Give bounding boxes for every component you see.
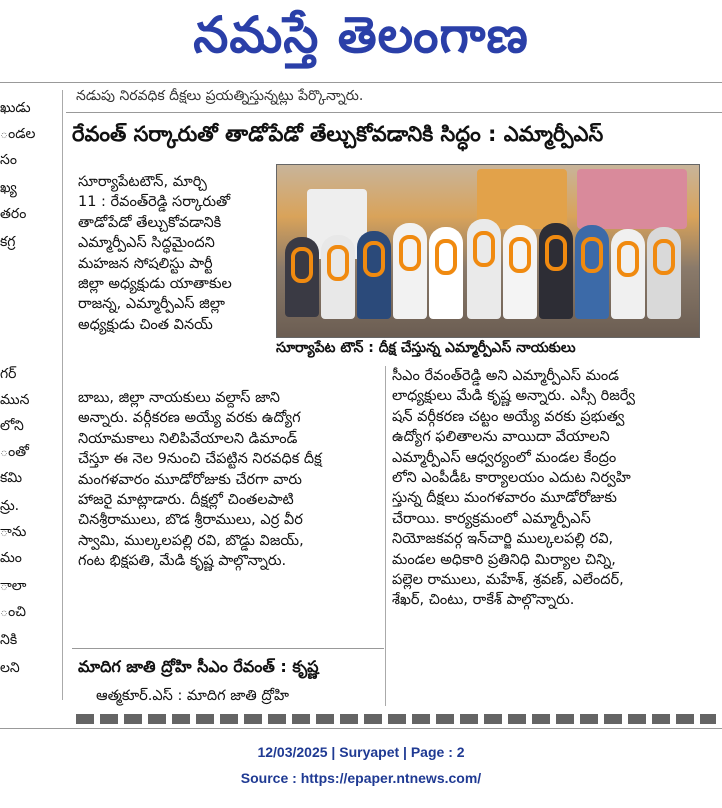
article-column-2 (392, 366, 710, 611)
edition-dateline: 12/03/2025 | Suryapet | Page : 2 (257, 744, 465, 760)
masthead (0, 0, 722, 80)
column-fragment-text: లని (0, 660, 20, 676)
text-line: నియోజకవర్గ ఇన్‌చార్జి ముల్కలపల్లి రవి, (392, 531, 614, 548)
text-line: మండల అధికారి ప్రతినిధి మిర్యాల చిన్ని, (392, 551, 616, 568)
text-line: చేరాయి. కార్యక్రమంలో ఎమ్మార్పీఎస్ (392, 510, 591, 527)
text-line: పల్లెల రాములు, మహేశ్, శ్రవణ్, ఎలేందర్, (392, 572, 624, 589)
text-line: తాడోపేడో తేల్చుకోవడానికి (78, 214, 222, 231)
sub-article-text: ఆత్మకూర్.ఎస్ : మాదిగ జాతి ద్రోహి (96, 688, 289, 704)
text-line: ఉద్యోగ ఫలితాలను వాయిదా వేయాలని (392, 429, 610, 446)
next-article-cut-line (76, 714, 716, 724)
article-top-divider (66, 112, 722, 113)
text-line: స్వామి, ముల్కలపల్లి రవి, బొడ్డు విజయ్, (78, 532, 304, 549)
previous-article-cut-line: నడుపు నిరవధిక దీక్షలు ప్రయత్నిస్తున్నట్లు పేర్కొన్నారు. (76, 88, 364, 104)
column-fragment-text: ాలా (0, 578, 27, 594)
text-line: రాజన్న, ఎమ్మార్పీఎస్ జిల్లా (78, 296, 225, 313)
text-line: బాబు, జిల్లా నాయకులు వల్దాస్ జాని (78, 390, 280, 406)
text-line: ఎమ్మార్పీఎస్ సిద్ధమైందని (78, 235, 215, 252)
column-fragment-text: నికి (0, 632, 18, 648)
column-fragment-text: కమి (0, 470, 23, 486)
newspaper-logo: నమస్తే తెలంగాణ (193, 6, 529, 64)
text-line: అధ్యక్షుడు చింత వినయ్ (78, 316, 213, 333)
column-fragment-text: మున (0, 392, 30, 408)
article-column-1-bottom (78, 388, 378, 572)
adjacent-column-fragment (0, 90, 63, 700)
text-line: మహజన సోషలిస్టు పార్టీ (78, 255, 213, 272)
column-fragment-text: ఖ్య (0, 180, 17, 196)
text-line: చేస్తూ ఈ నెల 9నుంచి చేపట్టిన నిరవధిక దీక్ష (78, 451, 322, 468)
text-line: సీఎం రేవంత్‌రెడ్డి అని ఎమ్మార్పీఎస్ మండ (392, 368, 620, 384)
text-line: నియామకాలు నిలిపివేయాలని డిమాండ్ (78, 430, 298, 447)
column-fragment-text: ండల (0, 126, 36, 142)
masthead-divider (0, 82, 722, 83)
article-column-1-top (78, 172, 270, 335)
text-line: చినశ్రీరాములు, బొడ శ్రీరాములు, ఎర్ర వీర (78, 512, 303, 529)
text-line: మంగళవారం మూడోరోజుకు చేరగా వారు (78, 471, 302, 488)
column-fragment-text: ంతో (0, 444, 29, 460)
text-line: శేఖర్, చింటు, రాకేశ్ పాల్గొన్నారు. (392, 592, 575, 609)
text-line: హాజరై మాట్లాడారు. దీక్షల్లో చింతలపాటి (78, 492, 294, 509)
text-line: సూర్యాపేటటౌన్, మార్చి (78, 174, 207, 190)
text-line: స్తున్న దీక్షలు మంగళవారం మూడోరోజుకు (392, 490, 617, 507)
column-fragment-text: ంచి (0, 604, 26, 620)
column-fragment-text: ఖుడు (0, 100, 31, 116)
sub-article-headline: మాదిగ జాతి ద్రోహి సీఎం రేవంత్ : కృష్ణ (78, 657, 319, 676)
photo-caption: సూర్యాపేట టౌన్ : దీక్ష చేస్తున్న ఎమ్మార్పీఎస్ నాయకులు (276, 340, 576, 356)
text-line: జిల్లా అధ్యక్షుడు యాతాకుల (78, 276, 232, 293)
column-fragment-text: ాను (0, 524, 27, 540)
source-credit: Source : https://epaper.ntnews.com/ (240, 770, 482, 786)
column-fragment-text: న్రు. (0, 498, 20, 514)
text-line: షన్ వర్గీకరణ చట్టం అయ్యే వరకు ప్రభుత్వ (392, 408, 625, 425)
column-fragment-text: కగ్ర (0, 234, 16, 250)
column-fragment-text: లోని (0, 418, 24, 434)
column-fragment-text: మం (0, 550, 22, 566)
sub-article-divider (72, 648, 384, 649)
text-line: గంట భిక్షపతి, మేడి కృష్ణ పాల్గొన్నారు. (78, 553, 287, 570)
column-divider (385, 366, 386, 706)
text-line: ఎమ్మార్పీఎస్ ఆధ్వర్యంలో మండల కేంద్రం (392, 449, 617, 466)
text-line: 11 : రేవంత్‌రెడ్డి సర్కారుతో (78, 194, 231, 211)
column-fragment-text: సం (0, 152, 17, 168)
column-fragment-text: గర్ (0, 366, 17, 382)
text-line: లోని ఎంపీడీఓ కార్యాలయం ఎదుట నిర్వహి (392, 470, 631, 487)
news-photo (276, 164, 700, 338)
text-line: లాధ్యక్షులు మేడి కృష్ణ అన్నారు. ఎస్సీ రిజర్వే (392, 388, 636, 405)
article-headline: రేవంత్ సర్కారుతో తాడోపేడో తేల్చుకోవడానికి సిద్ధం : ఎమ్మార్పీఎస్ (72, 122, 604, 146)
column-fragment-text: తరం (0, 206, 27, 222)
footer-divider (0, 728, 722, 729)
text-line: అన్నారు. వర్గీకరణ అయ్యే వరకు ఉద్యోగ (78, 410, 301, 427)
